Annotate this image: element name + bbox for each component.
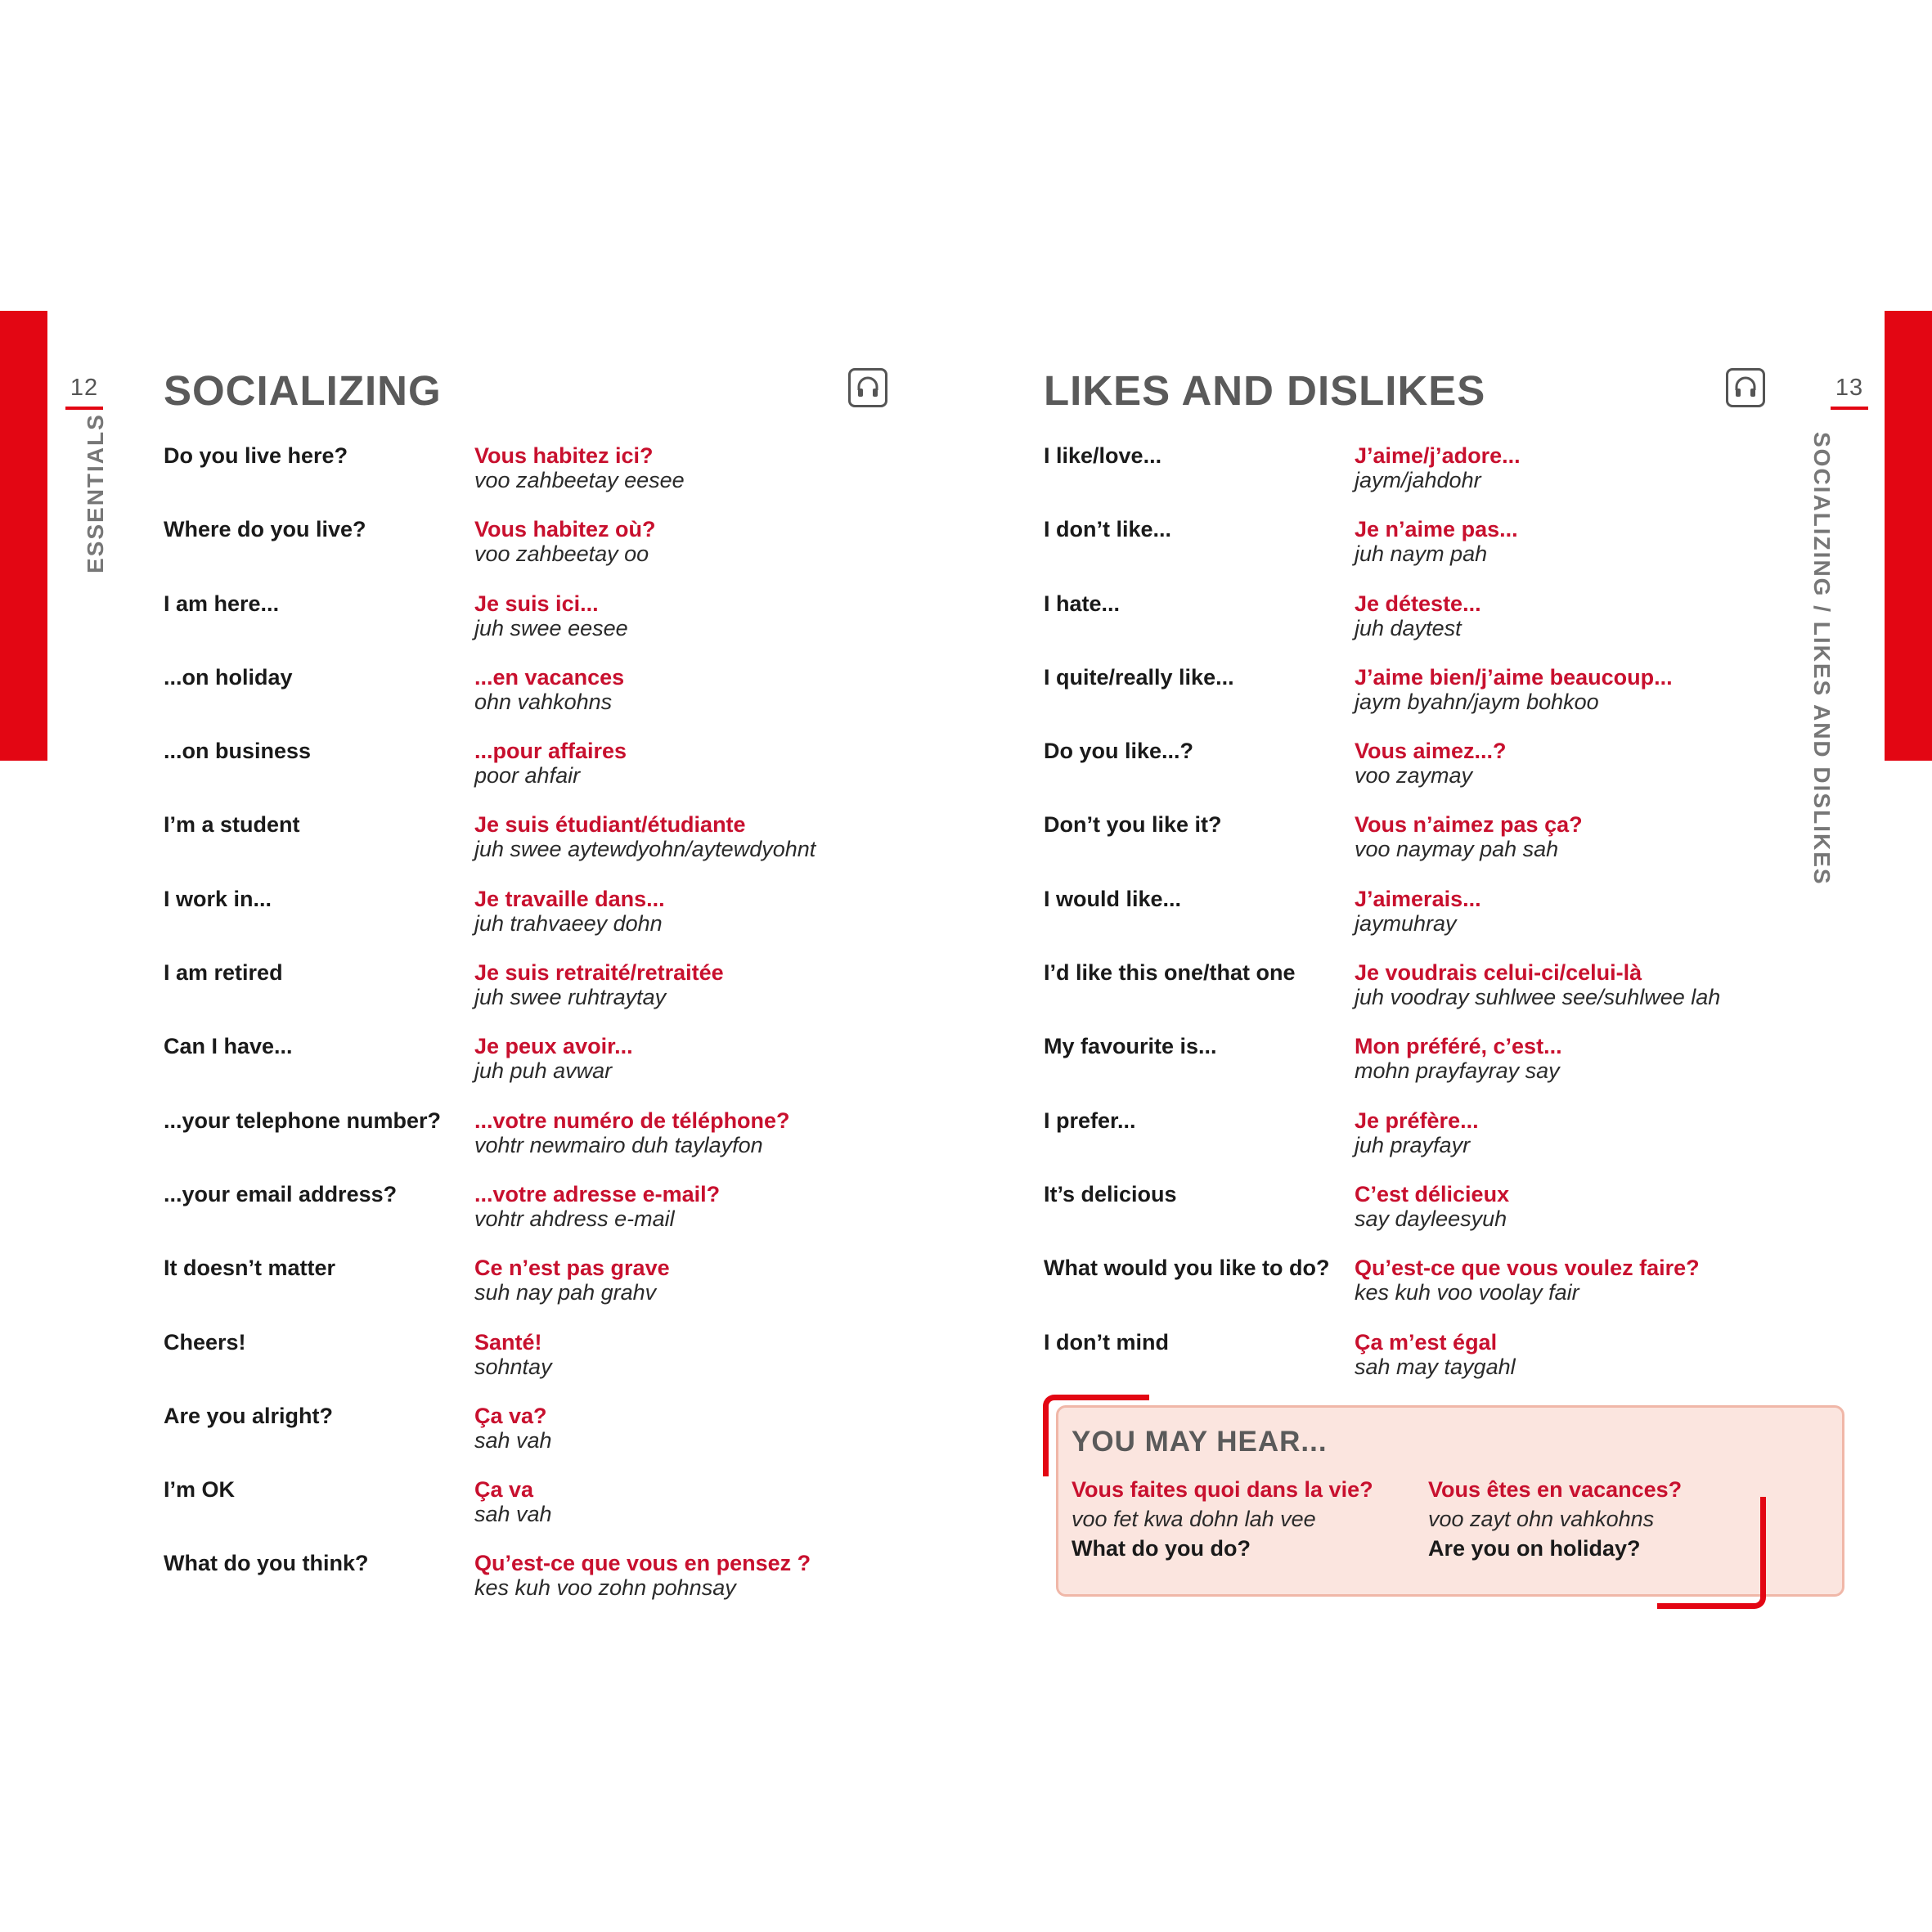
french-phrase: Je préfère... bbox=[1355, 1108, 1479, 1133]
french-phrase: Je voudrais celui-ci/celui-là bbox=[1355, 960, 1642, 986]
french-phrase: Je suis étudiant/étudiante bbox=[474, 812, 746, 838]
french-phrase: ...votre numéro de téléphone? bbox=[474, 1108, 790, 1133]
english-phrase: I hate... bbox=[1044, 591, 1121, 616]
box-corner-accent bbox=[1657, 1497, 1766, 1609]
pronunciation: jaym/jahdohr bbox=[1355, 468, 1481, 492]
french-phrase: Je n’aime pas... bbox=[1355, 517, 1518, 542]
english-phrase: ...on business bbox=[164, 739, 312, 764]
hear-item bbox=[1072, 1475, 1373, 1563]
english-phrase: I like/love... bbox=[1044, 443, 1162, 468]
pronunciation: sah vah bbox=[474, 1502, 552, 1527]
page-title: LIKES AND DISLIKES bbox=[1044, 367, 1486, 414]
side-label: ESSENTIALS bbox=[83, 413, 108, 573]
red-thumb-tab bbox=[1885, 311, 1932, 761]
french-phrase: J’aime/j’adore... bbox=[1355, 443, 1521, 468]
french-phrase: Vous habitez ici? bbox=[474, 443, 654, 468]
pronunciation: voo zaymay bbox=[1355, 763, 1473, 789]
english-phrase: ...your telephone number? bbox=[164, 1108, 442, 1133]
pronunciation: juh swee aytewdyohn/aytewdyohnt bbox=[474, 837, 816, 862]
hear-pronunciation: voo fet kwa dohn lah vee bbox=[1072, 1507, 1316, 1531]
english-phrase: Do you live here? bbox=[164, 443, 348, 468]
page-title: SOCIALIZING bbox=[164, 367, 442, 414]
french-phrase: Ce n’est pas grave bbox=[474, 1256, 670, 1281]
pronunciation: jaym byahn/jaym bohkoo bbox=[1355, 689, 1599, 714]
pronunciation: vohtr ahdress e-mail bbox=[474, 1206, 675, 1231]
french-phrase: Je déteste... bbox=[1355, 591, 1481, 616]
french-phrase: C’est délicieux bbox=[1355, 1181, 1510, 1206]
french-phrase: Ça va? bbox=[474, 1403, 547, 1428]
french-phrase: ...en vacances bbox=[474, 664, 625, 690]
english-phrase: ...your email address? bbox=[164, 1181, 398, 1206]
english-phrase: What do you think? bbox=[164, 1551, 369, 1576]
hear-item bbox=[1428, 1475, 1682, 1563]
english-phrase: It doesn’t matter bbox=[164, 1256, 336, 1281]
you-may-hear-title: YOU MAY HEAR... bbox=[1072, 1426, 1328, 1458]
french-phrase: ...pour affaires bbox=[474, 739, 627, 764]
english-phrase: I don’t mind bbox=[1044, 1329, 1169, 1355]
english-phrase: I work in... bbox=[164, 886, 272, 911]
french-phrase: Vous habitez où? bbox=[474, 517, 656, 542]
english-phrase: My favourite is... bbox=[1044, 1034, 1217, 1059]
french-phrase: Je suis retraité/retraitée bbox=[474, 960, 724, 986]
pronunciation: juh swee eesee bbox=[474, 615, 628, 640]
english-phrase: I’d like this one/that one bbox=[1044, 960, 1296, 986]
french-phrase: Ça va bbox=[474, 1477, 534, 1503]
english-phrase: I would like... bbox=[1044, 886, 1182, 911]
pronunciation: suh nay pah grahv bbox=[474, 1280, 657, 1305]
french-phrase: Mon préféré, c’est... bbox=[1355, 1034, 1562, 1059]
english-phrase: I’m OK bbox=[164, 1477, 236, 1503]
hear-english: What do you do? bbox=[1072, 1536, 1251, 1561]
english-phrase: Where do you live? bbox=[164, 517, 366, 542]
english-phrase: ...on holiday bbox=[164, 664, 293, 690]
english-phrase: Can I have... bbox=[164, 1034, 293, 1059]
pronunciation: poor ahfair bbox=[474, 763, 581, 789]
english-phrase: Don’t you like it? bbox=[1044, 812, 1222, 838]
english-phrase: I prefer... bbox=[1044, 1108, 1136, 1133]
pronunciation: juh trahvaeey dohn bbox=[474, 910, 663, 936]
french-phrase: Je peux avoir... bbox=[474, 1034, 633, 1059]
pronunciation: juh puh avwar bbox=[474, 1058, 613, 1084]
pronunciation: voo naymay pah sah bbox=[1355, 837, 1559, 862]
pronunciation: voo zahbeetay eesee bbox=[474, 468, 685, 492]
french-phrase: Je travaille dans... bbox=[474, 886, 665, 911]
french-phrase: Qu’est-ce que vous voulez faire? bbox=[1355, 1256, 1700, 1281]
english-phrase: Are you alright? bbox=[164, 1403, 334, 1428]
pronunciation: juh swee ruhtraytay bbox=[474, 985, 667, 1010]
french-phrase: Santé! bbox=[474, 1329, 542, 1355]
pronunciation: mohn prayfayray say bbox=[1355, 1058, 1560, 1084]
pronunciation: juh naym pah bbox=[1355, 541, 1488, 567]
hear-english: Are you on holiday? bbox=[1428, 1536, 1641, 1561]
french-phrase: ...votre adresse e-mail? bbox=[474, 1181, 721, 1206]
french-phrase: Je suis ici... bbox=[474, 591, 599, 616]
english-phrase: What would you like to do? bbox=[1044, 1256, 1330, 1281]
pronunciation: sah vah bbox=[474, 1427, 552, 1453]
english-phrase: I am retired bbox=[164, 960, 283, 986]
pronunciation: say dayleesyuh bbox=[1355, 1206, 1507, 1231]
english-phrase: I quite/really like... bbox=[1044, 664, 1234, 690]
pronunciation: kes kuh voo voolay fair bbox=[1355, 1280, 1579, 1305]
headphones-icon[interactable] bbox=[1726, 368, 1765, 407]
french-phrase: Vous n’aimez pas ça? bbox=[1355, 812, 1583, 838]
side-label: SOCIALIZING / LIKES AND DISLIKES bbox=[1809, 432, 1835, 886]
french-phrase: Vous aimez...? bbox=[1355, 739, 1507, 764]
box-corner-accent bbox=[1043, 1395, 1149, 1476]
pronunciation: voo zahbeetay oo bbox=[474, 541, 649, 567]
french-phrase: J’aime bien/j’aime beaucoup... bbox=[1355, 664, 1673, 690]
red-thumb-tab bbox=[0, 311, 47, 761]
hear-pronunciation: voo zayt ohn vahkohns bbox=[1428, 1507, 1655, 1531]
page-number: 12 bbox=[65, 375, 103, 410]
pronunciation: jaymuhray bbox=[1355, 910, 1457, 936]
english-phrase: I am here... bbox=[164, 591, 280, 616]
english-phrase: It’s delicious bbox=[1044, 1181, 1177, 1206]
english-phrase: Cheers! bbox=[164, 1329, 246, 1355]
pronunciation: sohntay bbox=[474, 1354, 552, 1379]
pronunciation: kes kuh voo zohn pohnsay bbox=[474, 1575, 736, 1601]
french-phrase: J’aimerais... bbox=[1355, 886, 1481, 911]
english-phrase: I don’t like... bbox=[1044, 517, 1172, 542]
french-phrase: Ça m’est égal bbox=[1355, 1329, 1498, 1355]
page-number: 13 bbox=[1831, 375, 1868, 410]
right-page bbox=[966, 0, 1932, 1932]
hear-french: Vous faites quoi dans la vie? bbox=[1072, 1477, 1373, 1502]
pronunciation: sah may taygahl bbox=[1355, 1354, 1516, 1379]
english-phrase: Do you like...? bbox=[1044, 739, 1194, 764]
pronunciation: juh daytest bbox=[1355, 615, 1462, 640]
pronunciation: juh prayfayr bbox=[1355, 1132, 1471, 1157]
pronunciation: ohn vahkohns bbox=[474, 689, 613, 714]
hear-french: Vous êtes en vacances? bbox=[1428, 1477, 1683, 1502]
english-phrase: I’m a student bbox=[164, 812, 300, 838]
pronunciation: vohtr newmairo duh taylayfon bbox=[474, 1132, 763, 1157]
headphones-icon[interactable] bbox=[848, 368, 887, 407]
pronunciation: juh voodray suhlwee see/suhlwee lah bbox=[1355, 985, 1721, 1010]
french-phrase: Qu’est-ce que vous en pensez ? bbox=[474, 1551, 811, 1576]
